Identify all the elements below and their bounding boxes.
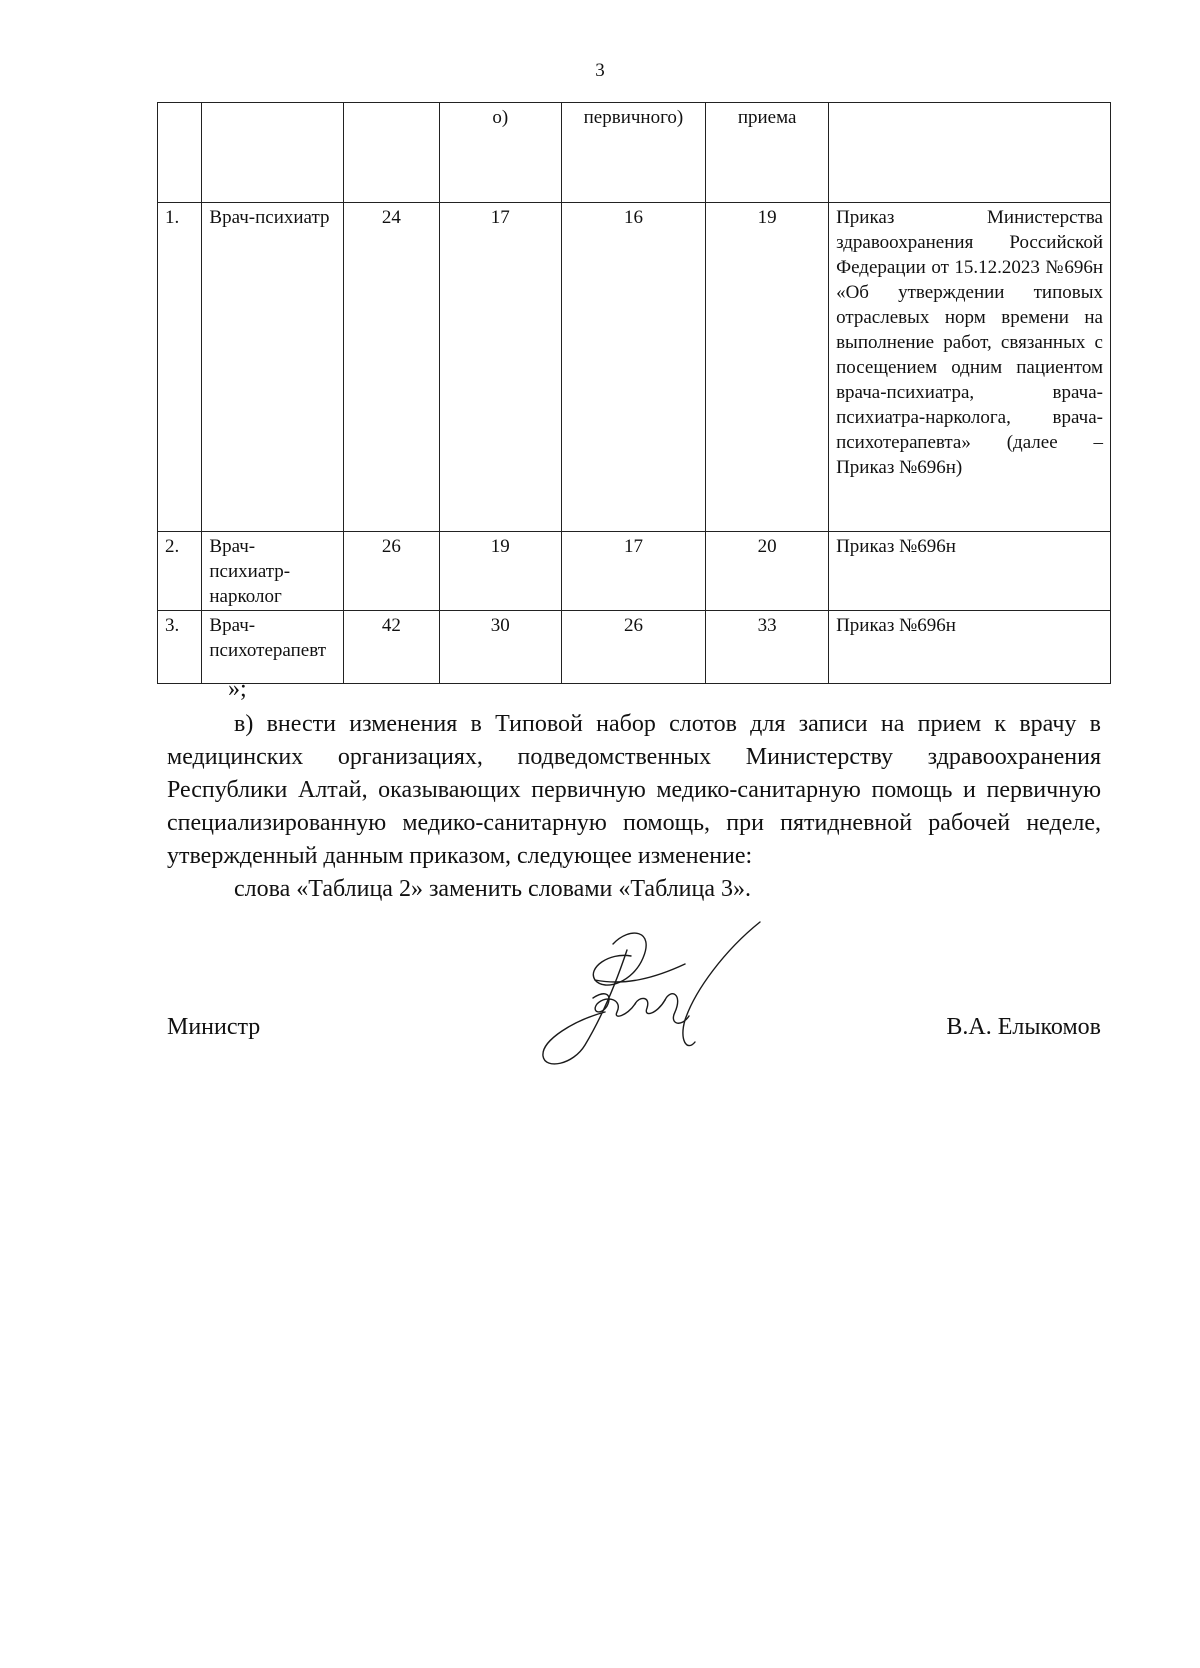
specialist-name: Врач-психиатр [202, 203, 343, 532]
header-cell: первичного) [561, 103, 706, 203]
value-cell: 20 [706, 532, 829, 611]
header-cell [202, 103, 343, 203]
value-cell: 17 [439, 203, 561, 532]
row-number: 2. [158, 532, 202, 611]
header-cell [343, 103, 439, 203]
value-cell: 17 [561, 532, 706, 611]
value-cell: 30 [439, 611, 561, 684]
specialist-name: Врач-психотерапевт [202, 611, 343, 684]
header-cell: о) [439, 103, 561, 203]
value-cell: 24 [343, 203, 439, 532]
header-cell [829, 103, 1111, 203]
value-cell: 16 [561, 203, 706, 532]
header-cell: приема [706, 103, 829, 203]
regulatory-document: Приказ №696н [829, 532, 1111, 611]
value-cell: 26 [343, 532, 439, 611]
value-cell: 33 [706, 611, 829, 684]
regulatory-document: Приказ №696н [829, 611, 1111, 684]
row-number: 1. [158, 203, 202, 532]
table-row [158, 203, 1111, 532]
value-cell: 19 [706, 203, 829, 532]
closing-quote: »; [228, 676, 247, 702]
table-row [158, 532, 1111, 611]
amendment-paragraph: слова «Таблица 2» заменить словами «Таблица 3». [234, 876, 752, 902]
regulatory-document: Приказ Министерства здравоохранения Российской Федерации от 15.12.2023 №696н «Об утверждении типовых отраслевых норм времени на выполнение работ, связанных с посещением одним пациентом врача-психиатра, врача-психиатра-нарколога, врача-психотерапевта» (далее – Приказ №696н) [829, 203, 1111, 532]
header-cell [158, 103, 202, 203]
value-cell: 26 [561, 611, 706, 684]
specialist-name: Врач-психиатр-нарколог [202, 532, 343, 611]
value-cell: 19 [439, 532, 561, 611]
table-header-continuation [158, 103, 1111, 203]
value-cell: 42 [343, 611, 439, 684]
signatory-position: Министр [167, 1014, 261, 1040]
handwritten-signature [535, 920, 765, 1080]
staffing-norms-table [157, 102, 1111, 684]
page-number: 3 [595, 60, 605, 81]
amendment-paragraph: в) внести изменения в Типовой набор слотов для записи на прием к врачу в медицинских организациях, подведомственных Министерству здравоохранения Республики Алтай, оказывающих первичную медико-санитарную помощь и первичную специализированную медико-санитарную помощь, при пятидневной рабочей неделе, утвержденный данным приказом, следующее изменение: [167, 711, 1101, 869]
table-row [158, 611, 1111, 684]
amendment-text [167, 708, 1101, 906]
row-number: 3. [158, 611, 202, 684]
signatory-name: В.А. Елыкомов [946, 1014, 1101, 1040]
